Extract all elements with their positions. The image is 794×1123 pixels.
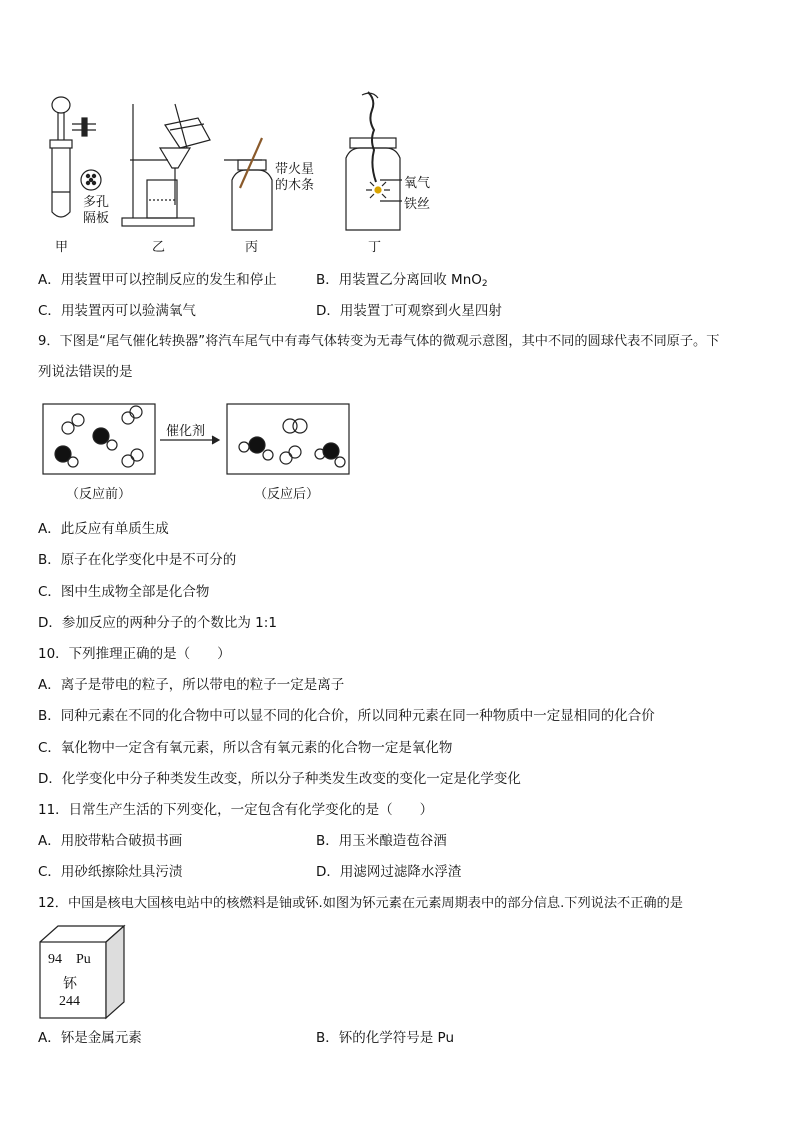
q8-option-a: A．用装置甲可以控制反应的发生和停止 bbox=[38, 272, 277, 288]
q11-option-c: C．用砂纸擦除灶具污渍 bbox=[38, 864, 183, 880]
apparatus-label-yi: 乙 bbox=[152, 240, 166, 255]
q12-stem: 12．中国是核电大国核电站中的核燃料是铀或钚.如图为钚元素在元素周期表中的部分信息.下列说法不正确的是 bbox=[38, 896, 683, 911]
q11-option-b: B．用玉米酿造苞谷酒 bbox=[316, 833, 447, 849]
q8-option-c: C．用装置丙可以验满氧气 bbox=[38, 303, 196, 319]
element-name: 钚 bbox=[63, 976, 77, 992]
q12-option-b: B．钚的化学符号是 Pu bbox=[316, 1030, 455, 1046]
q10-option-d: D．化学变化中分子种类发生改变，所以分子种类发生改变的变化一定是化学变化 bbox=[38, 771, 521, 787]
oxygen-label: 氧气 bbox=[404, 176, 431, 191]
q9-stem-line1: 9．下图是“尾气催化转换器”将汽车尾气中有毒气体转变为无毒气体的微观示意图，其中不同的圆球代表不同原子。下 bbox=[38, 334, 720, 349]
q10-option-c: C．氧化物中一定含有氧元素，所以含有氧元素的化合物一定是氧化物 bbox=[38, 740, 453, 756]
after-label: （反应后） bbox=[254, 487, 320, 502]
q11-stem: 11．日常生产生活的下列变化，一定包含有化学变化的是（ ） bbox=[38, 802, 434, 818]
iron-wire-label: 铁丝 bbox=[404, 197, 431, 212]
q9-option-c: C．图中生成物全部是化合物 bbox=[38, 584, 210, 600]
q8-option-d: D．用装置丁可观察到火星四射 bbox=[316, 303, 502, 319]
porous-plate-label: 多孔 隔板 bbox=[83, 195, 110, 226]
q8-option-b: B．用装置乙分离回收 MnO$_2$ bbox=[316, 272, 488, 289]
q10-option-b: B．同种元素在不同的化合物中可以显不同的化合价，所以同种元素在同一种物质中一定显相同的化合价 bbox=[38, 708, 655, 724]
q9-option-b: B．原子在化学变化中是不可分的 bbox=[38, 552, 237, 568]
element-symbol: Pu bbox=[76, 952, 91, 967]
q11-option-a: A．用胶带粘合破损书画 bbox=[38, 833, 183, 849]
q12-option-a: A．钚是金属元素 bbox=[38, 1030, 142, 1046]
apparatus-label-jia: 甲 bbox=[55, 240, 69, 255]
before-label: （反应前） bbox=[66, 487, 132, 502]
apparatus-label-ding: 丁 bbox=[368, 240, 382, 255]
element-mass: 244 bbox=[59, 994, 80, 1009]
q11-option-d: D．用滤网过滤降水浮渣 bbox=[316, 864, 462, 880]
q9-option-d: D．参加反应的两种分子的个数比为 1:1 bbox=[38, 615, 277, 631]
splint-label: 带火星 的木条 bbox=[275, 162, 315, 193]
q9-option-a: A．此反应有单质生成 bbox=[38, 521, 169, 537]
catalyst-label: 催化剂 bbox=[166, 424, 206, 439]
q10-stem: 10．下列推理正确的是（ ） bbox=[38, 646, 231, 662]
element-atomic-number: 94 bbox=[48, 952, 62, 967]
apparatus-label-bing: 丙 bbox=[245, 240, 259, 255]
q9-stem-line2: 列说法错误的是 bbox=[38, 364, 133, 380]
q10-option-a: A．离子是带电的粒子，所以带电的粒子一定是离子 bbox=[38, 677, 345, 693]
